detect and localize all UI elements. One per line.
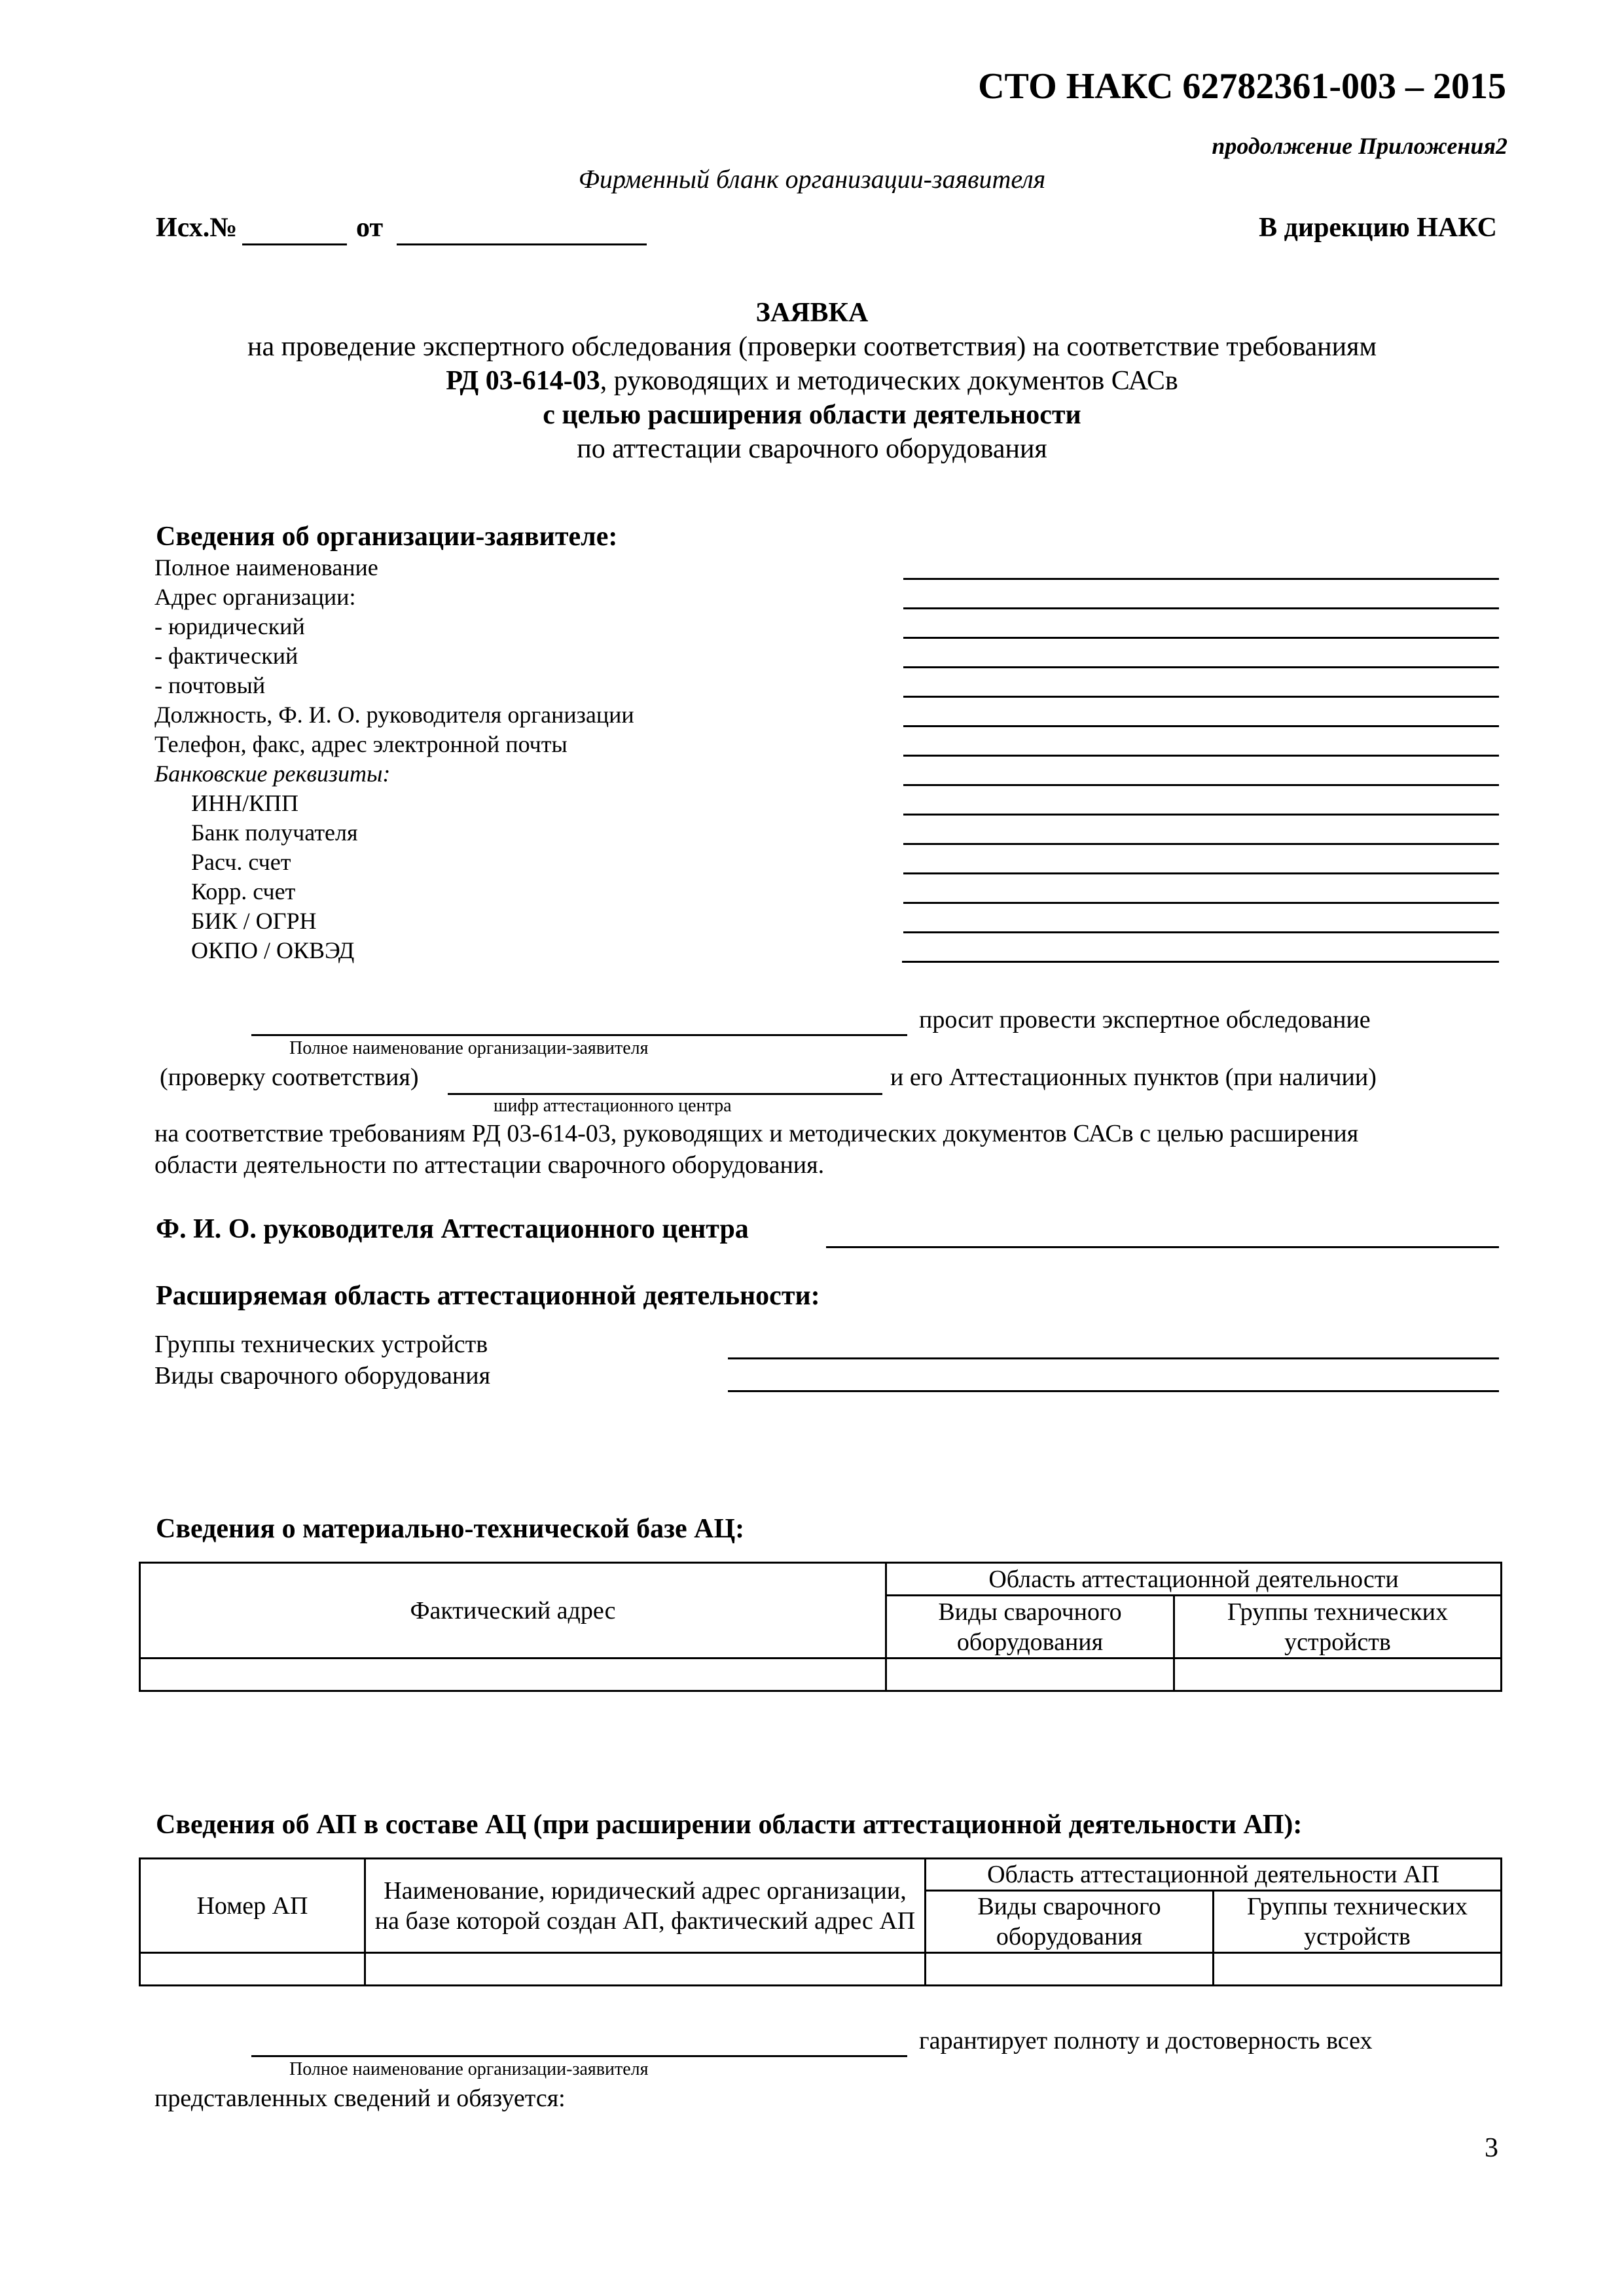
title-line-1: на проведение экспертного обследования (проверки соответствия) на соответствие требованиям — [247, 332, 1377, 362]
guarantee-text: гарантирует полноту и достоверность всех — [919, 2027, 1373, 2054]
header-ap-device-groups: Группы технических устройств — [1214, 1891, 1502, 1953]
scope-heading: Расширяемая область аттестационной деятельности: — [156, 1281, 820, 1311]
guarantee-line-2: представленных сведений и обязуется: — [154, 2085, 566, 2112]
request-line-4: области деятельности по аттестации сварочного оборудования. — [154, 1151, 825, 1179]
page-number: 3 — [1485, 2133, 1498, 2163]
scope-types-label: Виды сварочного оборудования — [154, 1362, 491, 1390]
material-base-table — [139, 1562, 1502, 1692]
letterhead-caption: Фирменный бланк организации-заявителя — [578, 164, 1046, 194]
title-line-2-standard: РД 03-614-03 — [446, 366, 600, 396]
fill-line-account[interactable] — [903, 872, 1499, 874]
header-ap-number: Номер АП — [140, 1859, 365, 1953]
header-ap-scope: Область аттестационной деятельности АП — [926, 1859, 1502, 1891]
field-inn-kpp: ИНН/КПП — [191, 790, 299, 816]
fill-line-address[interactable] — [903, 607, 1499, 609]
request-check-text: (проверку соответствия) — [160, 1064, 419, 1091]
outgoing-number-label: Исх.№ — [156, 213, 238, 243]
addressee: В дирекцию НАКС — [1259, 213, 1497, 243]
cipher-caption: шифр аттестационного центра — [494, 1096, 732, 1116]
title-line-3: с целью расширения области деятельности — [543, 400, 1081, 430]
fill-line-bank[interactable] — [903, 843, 1499, 845]
fill-line-full-name[interactable] — [903, 578, 1499, 580]
field-legal: - юридический — [154, 613, 305, 639]
cell-ap-device-groups[interactable] — [1214, 1953, 1502, 1986]
fill-line-actual[interactable] — [903, 666, 1499, 668]
cell-equipment-types[interactable] — [886, 1659, 1174, 1691]
fill-line-inn-kpp[interactable] — [903, 814, 1499, 816]
field-full-name: Полное наименование — [154, 554, 378, 581]
date-from-label: от — [356, 213, 384, 243]
request-line-3: на соответствие требованиям РД 03-614-03, руководящих и методических документов САСв с целью расширения — [154, 1120, 1359, 1147]
header-actual-address: Фактический адрес — [140, 1563, 886, 1659]
field-address: Адрес организации: — [154, 584, 356, 610]
ap-info-heading: Сведения об АП в составе АЦ (при расширении области аттестационной деятельности АП): — [156, 1810, 1303, 1840]
org-name-line[interactable] — [251, 1034, 907, 1036]
scope-groups-line[interactable] — [728, 1357, 1499, 1359]
cell-ap-name-address[interactable] — [365, 1953, 926, 1986]
request-points-text: и его Аттестационных пунктов (при наличии) — [890, 1064, 1377, 1091]
outgoing-number-line[interactable] — [242, 243, 347, 245]
guarantee-org-caption: Полное наименование организации-заявителя — [289, 2059, 649, 2079]
header-ap-name-address: Наименование, юридический адрес организации, на базе которой создан АП, фактический адрес АП — [365, 1859, 926, 1953]
header-device-groups: Группы технических устройств — [1174, 1596, 1502, 1659]
cell-actual-address[interactable] — [140, 1659, 886, 1691]
field-contacts: Телефон, факс, адрес электронной почты — [154, 731, 568, 757]
request-asks-text: просит провести экспертное обследование — [919, 1006, 1371, 1033]
field-corr-account: Корр. счет — [191, 878, 296, 905]
document-code: СТО НАКС 62782361-003 – 2015 — [978, 66, 1506, 107]
header-equipment-types: Виды сварочного оборудования — [886, 1596, 1174, 1659]
cell-device-groups[interactable] — [1174, 1659, 1502, 1691]
field-head-position: Должность, Ф. И. О. руководителя организации — [154, 702, 634, 728]
org-name-caption: Полное наименование организации-заявителя — [289, 1038, 649, 1058]
head-fio-line[interactable] — [826, 1246, 1499, 1248]
cell-ap-equipment-types[interactable] — [926, 1953, 1214, 1986]
field-bank-details: Банковские реквизиты: — [154, 761, 391, 787]
fill-line-bik-ogrn[interactable] — [903, 931, 1499, 933]
scope-types-line[interactable] — [728, 1390, 1499, 1392]
fill-line-legal[interactable] — [903, 637, 1499, 639]
field-bank: Банк получателя — [191, 819, 358, 846]
head-fio-label: Ф. И. О. руководителя Аттестационного центра — [156, 1214, 749, 1244]
fill-line-corr-account[interactable] — [903, 902, 1499, 904]
date-line[interactable] — [397, 243, 647, 245]
title-line-2 — [0, 364, 1624, 398]
title-block — [0, 296, 1624, 466]
fill-line-head-position[interactable] — [903, 725, 1499, 727]
header-scope: Область аттестационной деятельности — [886, 1563, 1502, 1596]
material-base-heading: Сведения о материально-технической базе АЦ: — [156, 1514, 745, 1544]
cipher-line[interactable] — [448, 1093, 882, 1095]
org-info-heading: Сведения об организации-заявителе: — [156, 522, 618, 552]
field-account: Расч. счет — [191, 849, 291, 875]
scope-groups-label: Группы технических устройств — [154, 1331, 488, 1358]
guarantee-org-line[interactable] — [251, 2055, 907, 2057]
title-main: ЗАЯВКА — [755, 298, 869, 328]
field-bik-ogrn: БИК / ОГРН — [191, 908, 317, 934]
title-line-2-rest: , руководящих и методических документов САСв — [600, 366, 1178, 396]
fill-line-bank-details[interactable] — [903, 784, 1499, 786]
fill-line-contacts[interactable] — [903, 755, 1499, 757]
field-postal: - почтовый — [154, 672, 266, 698]
field-actual: - фактический — [154, 643, 298, 669]
ap-info-table — [139, 1857, 1502, 1986]
fill-line-postal[interactable] — [903, 696, 1499, 698]
header-ap-equipment-types: Виды сварочного оборудования — [926, 1891, 1214, 1953]
title-line-4: по аттестации сварочного оборудования — [577, 434, 1047, 464]
continuation-note: продолжение Приложения2 — [1212, 133, 1507, 159]
cell-ap-number[interactable] — [140, 1953, 365, 1986]
field-okpo-okved: ОКПО / ОКВЭД — [191, 937, 355, 963]
fill-line-okpo-okved[interactable] — [902, 961, 1499, 963]
